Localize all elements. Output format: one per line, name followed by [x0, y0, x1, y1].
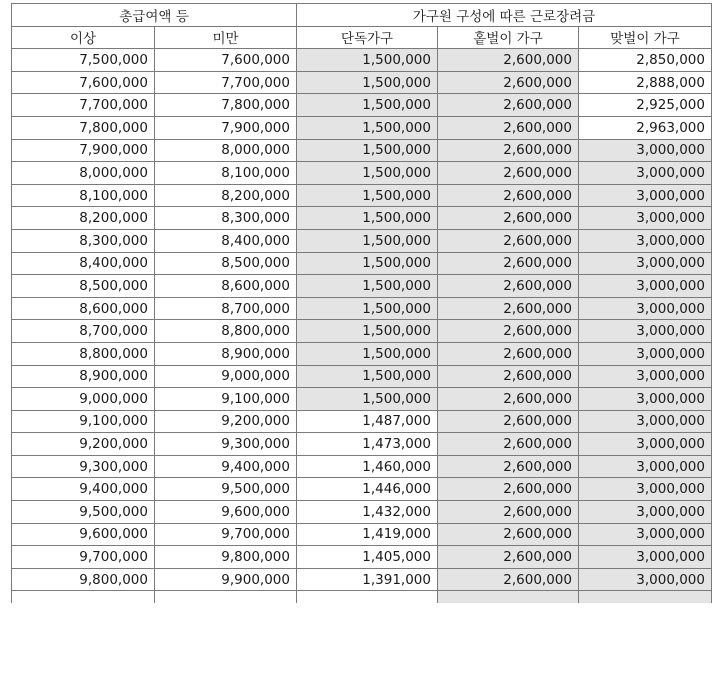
cell-income-min: 9,800,000: [12, 568, 155, 591]
table-row: [12, 71, 712, 94]
cell-single-earner: 2,600,000: [438, 139, 579, 162]
cell-income-min: 8,100,000: [12, 184, 155, 207]
cell-single: 1,500,000: [297, 342, 438, 365]
cell-single-earner: 2,600,000: [438, 207, 579, 230]
cell-single-earner: 2,600,000: [438, 297, 579, 320]
cell-single-earner: 2,600,000: [438, 410, 579, 433]
cell-income-min: 8,500,000: [12, 275, 155, 298]
table-row: [12, 162, 712, 185]
cell-income-max: 9,100,000: [155, 388, 297, 411]
table-row: [12, 568, 712, 591]
cell-dual-earner: 3,000,000: [579, 388, 712, 411]
cell-dual-earner: 3,000,000: [579, 275, 712, 298]
cell-dual-earner: 3,000,000: [579, 410, 712, 433]
cell-single-earner: 2,600,000: [438, 546, 579, 569]
table-row: [12, 501, 712, 524]
cell-income-min: 8,300,000: [12, 229, 155, 252]
cell-single: 1,500,000: [297, 139, 438, 162]
cell-income-max: 8,600,000: [155, 275, 297, 298]
cell-dual-earner: 3,000,000: [579, 252, 712, 275]
table-row: [12, 252, 712, 275]
cell-dual-earner: 3,000,000: [579, 139, 712, 162]
cell-dual-earner: 3,000,000: [579, 455, 712, 478]
cell-single: 1,391,000: [297, 568, 438, 591]
table-row: [12, 139, 712, 162]
cell-income-max: 9,800,000: [155, 546, 297, 569]
table-row: [12, 49, 712, 72]
cell-income-max: 8,200,000: [155, 184, 297, 207]
cell-income-max: 9,600,000: [155, 501, 297, 524]
cell-single-earner: 2,600,000: [438, 523, 579, 546]
cell-single-earner: 2,600,000: [438, 365, 579, 388]
cell-single-earner: 2,600,000: [438, 478, 579, 501]
cell-dual-earner: 2,925,000: [579, 94, 712, 117]
header-col-max: 미만: [155, 26, 297, 49]
cell-single-earner: 2,600,000: [438, 71, 579, 94]
cell-single-earner: 2,600,000: [438, 162, 579, 185]
header-col-single: 단독가구: [297, 26, 438, 49]
cell-single: 1,460,000: [297, 455, 438, 478]
cell-income-min: 7,900,000: [12, 139, 155, 162]
cell-dual-earner: 3,000,000: [579, 342, 712, 365]
cell-dual-earner: 3,000,000: [579, 207, 712, 230]
header-total-income: 총급여액 등: [12, 4, 297, 27]
table-row: [12, 546, 712, 569]
cell-income-min: 8,800,000: [12, 342, 155, 365]
cell-single-earner: 2,600,000: [438, 275, 579, 298]
table-row: [12, 342, 712, 365]
cell-single: 1,432,000: [297, 501, 438, 524]
table-row: [12, 433, 712, 456]
cell-income-max: 8,900,000: [155, 342, 297, 365]
cell-income-min: 9,000,000: [12, 388, 155, 411]
cell-dual-earner: 3,000,000: [579, 433, 712, 456]
cell-single: 1,500,000: [297, 71, 438, 94]
cell-dual-earner: 3,000,000: [579, 478, 712, 501]
cell-income-min: 8,700,000: [12, 320, 155, 343]
table-row: [12, 116, 712, 139]
cell-single: 1,419,000: [297, 523, 438, 546]
table-row-cut-off: [12, 591, 712, 603]
cell-empty: [155, 591, 297, 603]
cell-dual-earner: 3,000,000: [579, 365, 712, 388]
cell-income-min: 8,200,000: [12, 207, 155, 230]
cell-income-min: 9,700,000: [12, 546, 155, 569]
cell-single-earner: 2,600,000: [438, 501, 579, 524]
header-row-columns: [12, 26, 712, 49]
table-row: [12, 388, 712, 411]
cell-income-max: 7,700,000: [155, 71, 297, 94]
table-row: [12, 478, 712, 501]
cell-single: 1,500,000: [297, 94, 438, 117]
cell-income-min: 8,000,000: [12, 162, 155, 185]
cell-single: 1,500,000: [297, 275, 438, 298]
header-col-min: 이상: [12, 26, 155, 49]
table-row: [12, 275, 712, 298]
cell-dual-earner: 3,000,000: [579, 501, 712, 524]
cell-single: 1,500,000: [297, 184, 438, 207]
cell-dual-earner: 3,000,000: [579, 162, 712, 185]
cell-single-earner: 2,600,000: [438, 229, 579, 252]
table-row: [12, 229, 712, 252]
cell-dual-earner: 3,000,000: [579, 568, 712, 591]
cell-income-max: 8,400,000: [155, 229, 297, 252]
cell-income-min: 7,700,000: [12, 94, 155, 117]
cell-income-max: 8,000,000: [155, 139, 297, 162]
cell-dual-earner: 2,850,000: [579, 49, 712, 72]
cell-single: 1,500,000: [297, 229, 438, 252]
cell-income-min: 7,500,000: [12, 49, 155, 72]
cell-empty: [297, 591, 438, 603]
cell-dual-earner: 3,000,000: [579, 546, 712, 569]
cell-income-max: 7,900,000: [155, 116, 297, 139]
cell-dual-earner: 3,000,000: [579, 184, 712, 207]
cell-income-max: 9,300,000: [155, 433, 297, 456]
table-row: [12, 410, 712, 433]
cell-single: 1,500,000: [297, 49, 438, 72]
cell-single: 1,500,000: [297, 207, 438, 230]
cell-single: 1,446,000: [297, 478, 438, 501]
cell-single: 1,500,000: [297, 320, 438, 343]
cell-income-max: 7,800,000: [155, 94, 297, 117]
cell-income-min: 9,600,000: [12, 523, 155, 546]
cell-empty: [12, 591, 155, 603]
cell-single: 1,487,000: [297, 410, 438, 433]
cell-single-earner: 2,600,000: [438, 320, 579, 343]
cell-single-earner: 2,600,000: [438, 568, 579, 591]
cell-income-max: 7,600,000: [155, 49, 297, 72]
cell-income-max: 9,200,000: [155, 410, 297, 433]
cell-income-max: 8,300,000: [155, 207, 297, 230]
cell-income-min: 8,900,000: [12, 365, 155, 388]
table-row: [12, 365, 712, 388]
cell-single: 1,473,000: [297, 433, 438, 456]
table-row: [12, 297, 712, 320]
cell-income-max: 8,500,000: [155, 252, 297, 275]
cell-income-min: 9,400,000: [12, 478, 155, 501]
cell-income-max: 8,100,000: [155, 162, 297, 185]
cell-empty: [438, 591, 579, 603]
table-body: [12, 49, 712, 603]
table-row: [12, 455, 712, 478]
cell-single-earner: 2,600,000: [438, 342, 579, 365]
cell-income-min: 8,600,000: [12, 297, 155, 320]
cell-income-min: 8,400,000: [12, 252, 155, 275]
cell-income-min: 9,500,000: [12, 501, 155, 524]
cell-empty: [579, 591, 712, 603]
cell-single: 1,500,000: [297, 365, 438, 388]
cell-single: 1,500,000: [297, 252, 438, 275]
table-row: [12, 320, 712, 343]
cell-dual-earner: 3,000,000: [579, 229, 712, 252]
cell-single: 1,500,000: [297, 116, 438, 139]
cell-single-earner: 2,600,000: [438, 433, 579, 456]
cell-income-min: 9,200,000: [12, 433, 155, 456]
earned-income-tax-credit-table: [11, 3, 712, 603]
table-row: [12, 523, 712, 546]
cell-income-max: 8,700,000: [155, 297, 297, 320]
cell-income-max: 9,000,000: [155, 365, 297, 388]
cell-single: 1,405,000: [297, 546, 438, 569]
cell-single-earner: 2,600,000: [438, 455, 579, 478]
cell-dual-earner: 3,000,000: [579, 523, 712, 546]
cell-single-earner: 2,600,000: [438, 184, 579, 207]
table-row: [12, 207, 712, 230]
cell-single: 1,500,000: [297, 297, 438, 320]
cell-single-earner: 2,600,000: [438, 94, 579, 117]
cell-income-max: 9,900,000: [155, 568, 297, 591]
cell-income-max: 9,700,000: [155, 523, 297, 546]
cell-income-max: 8,800,000: [155, 320, 297, 343]
cell-single-earner: 2,600,000: [438, 49, 579, 72]
cell-single: 1,500,000: [297, 388, 438, 411]
cell-single-earner: 2,600,000: [438, 116, 579, 139]
table-row: [12, 94, 712, 117]
table-row: [12, 184, 712, 207]
cell-single: 1,500,000: [297, 162, 438, 185]
cell-single-earner: 2,600,000: [438, 252, 579, 275]
cell-dual-earner: 3,000,000: [579, 320, 712, 343]
header-col-single-earner: 홑벌이 가구: [438, 26, 579, 49]
cell-income-max: 9,500,000: [155, 478, 297, 501]
header-col-dual-earner: 맞벌이 가구: [579, 26, 712, 49]
cell-dual-earner: 2,888,000: [579, 71, 712, 94]
cell-income-min: 7,600,000: [12, 71, 155, 94]
cell-dual-earner: 2,963,000: [579, 116, 712, 139]
cell-income-min: 9,100,000: [12, 410, 155, 433]
cell-income-max: 9,400,000: [155, 455, 297, 478]
header-row-group: [12, 4, 712, 27]
cell-income-min: 9,300,000: [12, 455, 155, 478]
header-credit-by-household: 가구원 구성에 따른 근로장려금: [297, 4, 712, 27]
cell-income-min: 7,800,000: [12, 116, 155, 139]
cell-single-earner: 2,600,000: [438, 388, 579, 411]
cell-dual-earner: 3,000,000: [579, 297, 712, 320]
